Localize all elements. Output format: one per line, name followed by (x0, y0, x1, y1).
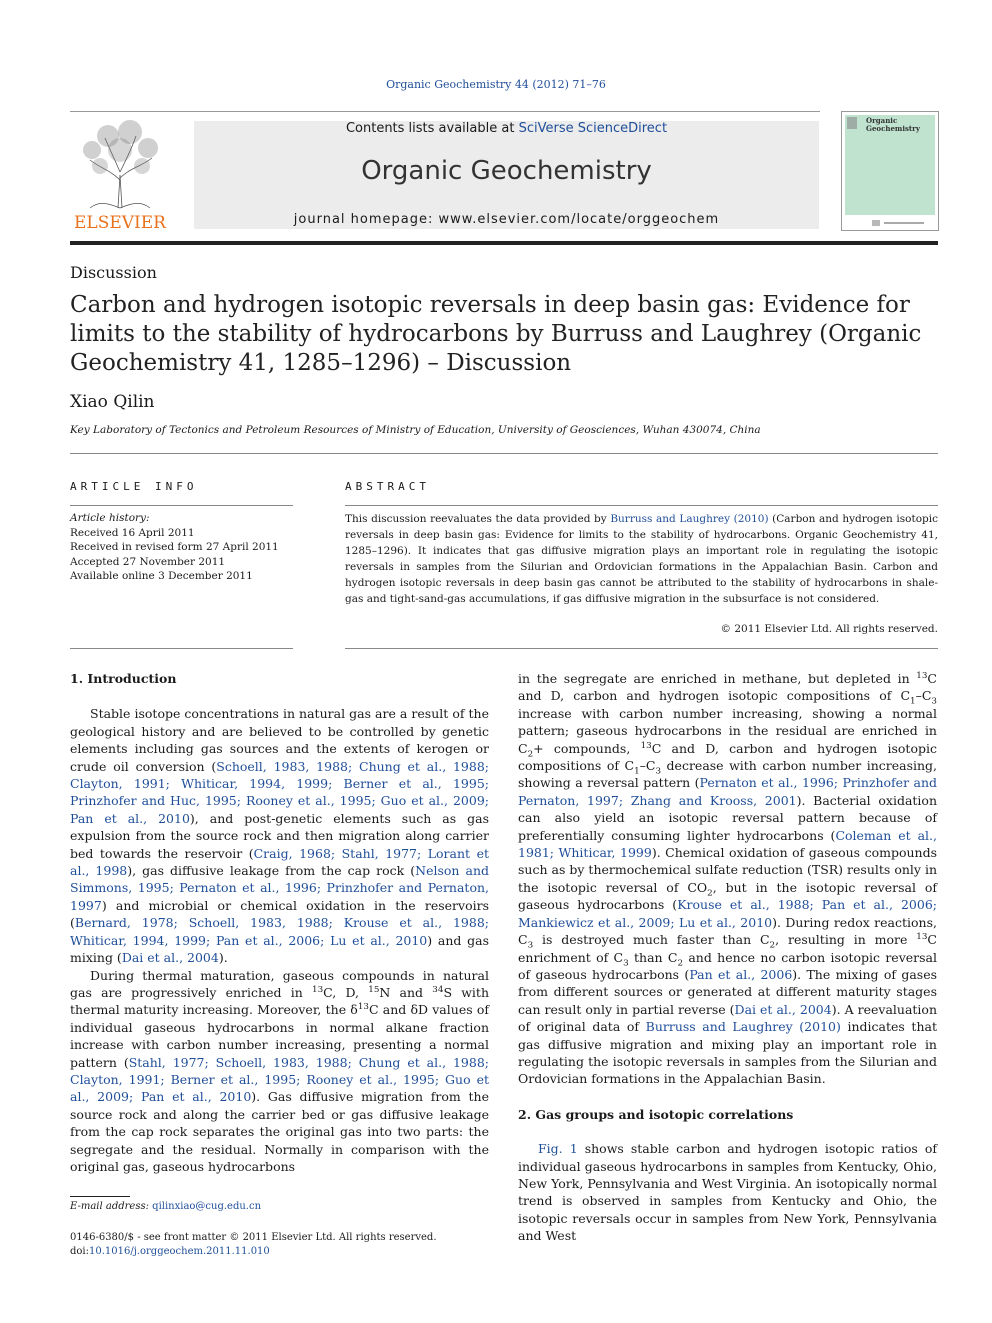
header-rule (70, 111, 820, 112)
history-received: Received 16 April 2011 (70, 526, 195, 539)
history-label: Article history: (70, 512, 150, 524)
homepage-line (194, 212, 819, 227)
footnote-label: E-mail address: (70, 1201, 149, 1212)
history-online: Available online 3 December 2011 (70, 570, 253, 582)
paragraph: During thermal maturation, gaseous compounds in natural gas are progressively enriched in $^{13}$C, D, $^{15}$N and $^{34}$S with thermal maturity increasing. Moreover, the $\delta^{13}C$ and δD values of individual gaseous hydrocarbons in normal alkane fraction increase with carbon number increasing, presenting a normal pattern (Stahl, 1977; Schoell, 1983, 1988; Chung et al., 1988; Clayton, 1991; Berner et al., 1995; Rooney et al., 1995; Guo et al., 2009; Pan et al., 2010). Gas diffusive migration from the source rock and along the carrier bed or gas diffusive leakage from the cap rock separates the original gas into two parts: the segregate and the residual. Normally in comparison with the original gas, gaseous hydrocarbons (70, 967, 490, 1174)
footnote-rule (70, 1196, 130, 1197)
abstract-copyright: © 2011 Elsevier Ltd. All rights reserved. (720, 623, 938, 635)
citation-link[interactable]: Nelson and Simmons, 1995; Pernaton et al., 1996; Prinzhofer and Pernaton, 1997 (70, 863, 489, 913)
homepage-url[interactable]: www.elsevier.com/locate/orggeochem (438, 212, 720, 227)
cover-title-line2: Geochemistry (866, 124, 920, 133)
author-name[interactable]: Xiao Qilin (70, 392, 155, 412)
article-info-heading: ARTICLE INFO (70, 480, 198, 493)
citation-link[interactable]: Dai et al., 2004 (734, 1001, 832, 1017)
contents-prefix: Contents lists available at (345, 121, 519, 136)
figure-link[interactable]: Fig. 1 (538, 1141, 578, 1157)
abstract-text-part1: This discussion reevaluates the data provided by (345, 513, 611, 525)
citation-link[interactable]: Krouse et al., 1988; Pan et al., 2006; Mankiewicz et al., 2009; Lu et al., 2010 (518, 897, 937, 930)
section-1-heading: 1. Introduction (70, 671, 177, 686)
section-2-heading: 2. Gas groups and isotopic correlations (518, 1106, 794, 1122)
citation-link[interactable]: Schoell, 1983, 1988; Chung et al., 1988; Clayton, 1991; Whiticar, 1994, 1999; Berner et al., 1995; Prinzhofer and Huc, 1995; Rooney et al., 1995; Guo et al., 2009; Pan et al., 2010 (70, 758, 489, 826)
article-history (70, 511, 293, 584)
homepage-prefix: journal homepage: (293, 212, 439, 227)
journal-reference[interactable] (0, 78, 992, 91)
citation-link[interactable]: Stahl, 1977; Schoell, 1983, 1988; Chung et al., 1988; Clayton, 1991; Berner et al., 1995; Rooney et al., 1995; Guo et al., 2009; Pan et al., 2010 (70, 1054, 489, 1105)
paragraph: in the segregate are enriched in methane, but depleted in $^{13}$C and D, carbon and hydrogen isotopic compositions of $C_1-C_3$ increase with carbon number increasing, showing a normal pattern; gaseous hydrocarbons in the residual are enriched in $C_2+$ compounds, $^{13}$C and D, carbon and hydrogen isotopic compositions of $C_1-C_3$ decrease with carbon number increasing, showing a reversal pattern (Pernaton et al., 1996; Prinzhofer and Pernaton, 1997; Zhang and Krooss, 2001). Bacterial oxidation can also yield an isotopic reversal pattern because of preferentially consuming lighter hydrocarbons (Coleman et al., 1981; Whiticar, 1999). Chemical oxidation of gaseous compounds such as by thermochemical sulfate reduction (TSR) results only in the isotopic reversal of $CO_2$, but in the isotopic reversal of gaseous hydrocarbons (Krouse et al., 1988; Pan et al., 2006; Mankiewicz et al., 2009; Lu et al., 2010). During redox reactions, $C_3$ is destroyed much faster than $C_2$, resulting in more $^{13}$C enrichment of $C_3$ than $C_2$ and hence no carbon isotopic reversal of gaseous hydrocarbons (Pan et al., 2006). The mixing of gases from different sources or generated at different maturity stages can result only in partial reverse (Dai et al., 2004). A reevaluation of original data of Burruss and Laughrey (2010) indicates that gas diffusive migration and mixing play an important role in regulating the isotopic reversals in samples from the Silurian and Ordovician formations in the Appalachian Basin. (518, 670, 938, 1087)
elsevier-wordmark: ELSEVIER (74, 213, 166, 232)
cover-title-line1: Organic (866, 116, 898, 125)
paragraph: Fig. 1 shows stable carbon and hydrogen isotopic ratios of individual gaseous hydrocarbons in samples from Kentucky, Ohio, New York, Pennsylvania and West Virginia. An isotopically normal trend is observed in samples from Kentucky and Ohio, the isotopic reversals occur in samples from New York, Pennsylvania and West (518, 1141, 937, 1244)
citation-link[interactable]: Pan et al., 2006 (689, 966, 793, 982)
history-revised: Received in revised form 27 April 2011 (70, 541, 279, 553)
paragraph: Stable isotope concentrations in natural gas are a result of the geological history and are believed to be controlled by genetic elements including gas sources and the extents of kerogen or crude oil conversion (Schoell, 1983, 1988; Chung et al., 1988; Clayton, 1991; Whiticar, 1994, 1999; Berner et al., 1995; Prinzhofer and Huc, 1995; Rooney et al., 1995; Guo et al., 2009; Pan et al., 2010), and post-genetic elements such as gas expulsion from the source rock and then migration along carrier bed towards the reservoir (Craig, 1968; Stahl, 1977; Lorant et al., 1998), gas diffusive leakage from the cap rock (Nelson and Simmons, 1995; Pernaton et al., 1996; Prinzhofer and Pernaton, 1997) and microbial or chemical oxidation in the reservoirs (Bernard, 1978; Schoell, 1983, 1988; Krouse et al., 1988; Whiticar, 1994, 1999; Pan et al., 2006; Lu et al., 2010) and gas mixing (Dai et al., 2004). (70, 706, 489, 966)
article-title: Carbon and hydrogen isotopic reversals in deep basin gas: Evidence for limits to the stability of hydrocarbons by Burruss and Laughrey (Organic Geochemistry 41, 1285–1296) – Discussion (70, 292, 922, 376)
body-column-right (518, 670, 937, 1245)
front-matter-issn: 0146-6380/$ - see front matter © 2011 Elsevier Ltd. All rights reserved. (70, 1232, 437, 1243)
article-type: Discussion (70, 263, 157, 282)
journal-cover-thumbnail (841, 111, 939, 231)
author-email-link[interactable]: qilinxiao@cug.edu.cn (152, 1201, 262, 1212)
abstract-bottom-rule (345, 648, 938, 649)
footnote (70, 1201, 261, 1212)
elsevier-tree-logo (70, 120, 170, 232)
affiliation-rule (70, 453, 938, 454)
author-affiliation: Key Laboratory of Tectonics and Petroleum Resources of Ministry of Education, University of Geosciences, Wuhan 430074, China (70, 424, 761, 436)
citation-link[interactable]: Pernaton et al., 1996; Prinzhofer and Pernaton, 1997; Zhang and Krooss, 2001 (518, 775, 938, 808)
history-accepted: Accepted 27 November 2011 (70, 555, 226, 568)
body-column-left (70, 670, 489, 1175)
abstract-text (345, 511, 938, 607)
abstract-rule (345, 505, 938, 506)
citation-link[interactable]: Craig, 1968; Stahl, 1977; Lorant et al., 1998 (70, 845, 489, 879)
front-matter (70, 1231, 437, 1259)
citation-link[interactable]: Coleman et al., 1981; Whiticar, 1999 (518, 827, 937, 861)
doi-label: doi: (70, 1246, 89, 1257)
doi-link[interactable]: 10.1016/j.orggeochem.2011.11.010 (89, 1246, 270, 1257)
journal-reference-link[interactable]: Organic Geochemistry 44 (2012) 71–76 (386, 78, 606, 91)
citation-link[interactable]: Burruss and Laughrey (2010) (645, 1019, 841, 1035)
abstract-citation-link[interactable]: Burruss and Laughrey (2010) (610, 513, 769, 525)
citation-link[interactable]: Bernard, 1978; Schoell, 1983, 1988; Krouse et al., 1988; Whiticar, 1994, 1999; Pan et al., 2006; Lu et al., 2010 (70, 915, 489, 948)
article-info-bottom-rule (70, 648, 293, 649)
citation-link[interactable]: Dai et al., 2004 (121, 950, 219, 966)
abstract-text-part2: (Carbon and hydrogen isotopic reversals in deep basin gas: Evidence for limits to the stability of hydrocarbons. Organic Geochemistry 41, 1285–1296). It indicates that gas diffusive migration plays an important role in regulating the isotopic reversals in samples from the Silurian and Ordovician formations in the Appalachian Basin. Carbon and hydrogen isotopic reversals in deep basin gas cannot be attributed to the stability of hydrocarbons in shale-gas and tight-sand-gas accumulations, if gas diffusive migration in the subsurface is not considered. (345, 513, 938, 605)
contents-line (194, 121, 819, 136)
journal-title: Organic Geochemistry (361, 156, 652, 186)
header-thick-rule (70, 241, 938, 245)
article-info-rule (70, 505, 293, 506)
sciencedirect-link[interactable]: SciVerse ScienceDirect (518, 121, 668, 136)
doi-line (70, 1245, 437, 1259)
abstract-heading: ABSTRACT (345, 480, 430, 493)
